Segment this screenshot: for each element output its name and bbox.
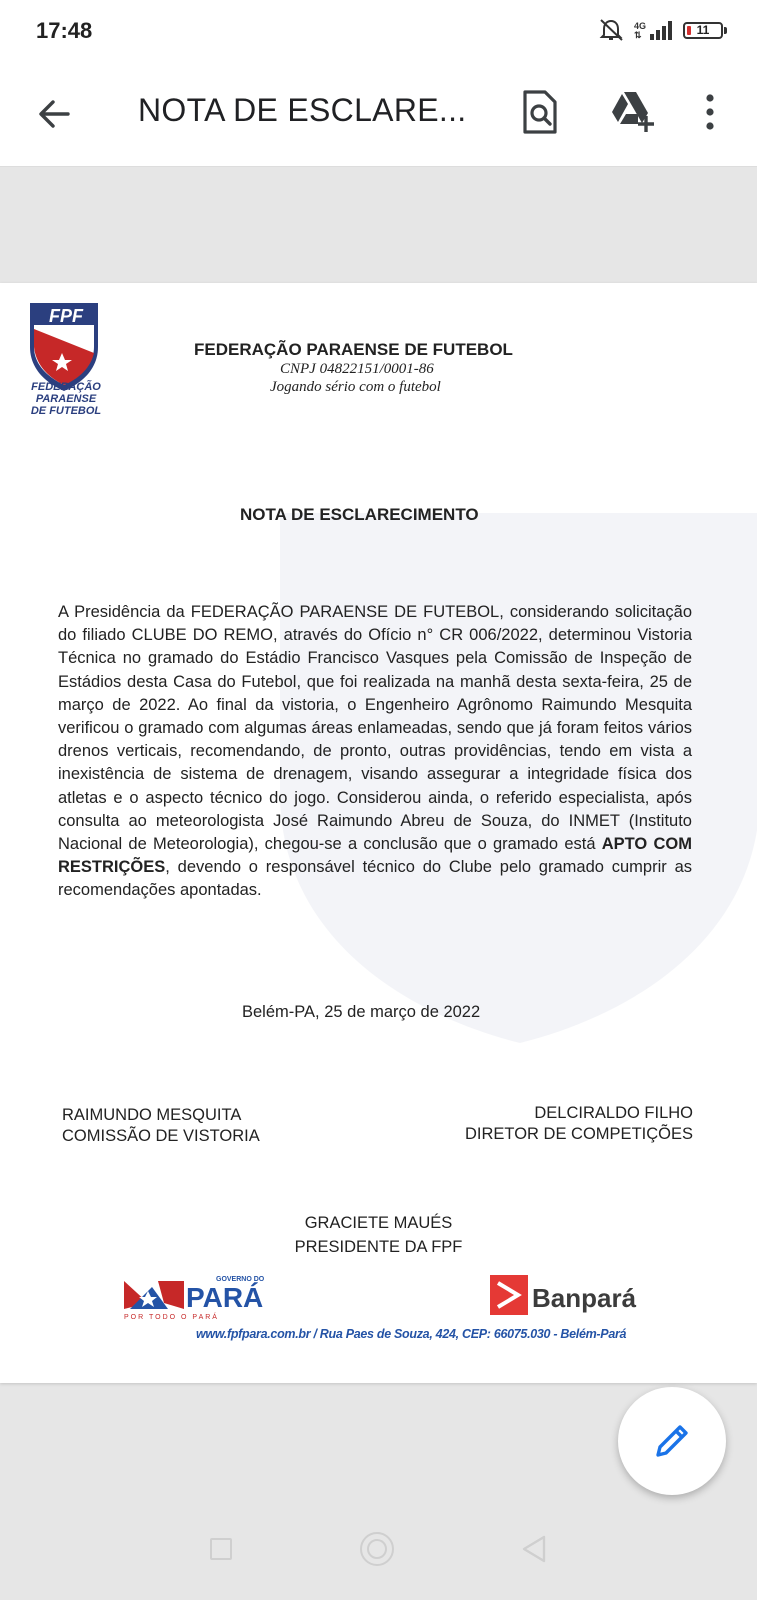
more-vert-icon[interactable] <box>700 90 720 134</box>
gov-logo-top: GOVERNO DO <box>216 1276 265 1283</box>
search-document-icon[interactable] <box>520 88 560 136</box>
signature-right <box>465 1103 693 1145</box>
logo-acronym-text: FPF <box>49 306 83 326</box>
nav-back-button[interactable] <box>520 1534 548 1564</box>
back-arrow-icon[interactable] <box>32 92 76 136</box>
logo-caption-line: FEDERAÇÃO <box>31 381 101 393</box>
mute-icon <box>598 18 626 42</box>
logo-caption-line: PARAENSE <box>35 393 97 405</box>
battery-percent: 11 <box>696 22 710 37</box>
body-part-1: A Presidência da FEDERAÇÃO PARAENSE DE FUTEBOL, considerando solicitação do filiado CLUBE DO REMO, através do Ofício n° CR 006/2022, determinou Vistoria Técnica no gramado do Estádio Francisco Vasques pela Comissão de Inspeção de Estádios desta Casa do Futebol, que foi realizada na manhã desta sexta-feira, 25 de março de 2022. Ao final da vistoria, o Engenheiro Agrônomo Raimundo Mesquita verificou o gramado com algumas áreas enlameadas, sendo que já foram feitos vários drenos verticais, recomendando, de pronto, outras providências, tendo em vista a inexistência de sistema de drenagem, visando assegurar a integridade física dos atletas e o aspecto técnico do jogo. Considerou ainda, o referido especialista, após consulta ao meteorologista José Raimundo Abreu de Souza, do INMET (Instituto Nacional de Meteorologia), chegou-se a conclusão que o gramado está <box>58 603 692 854</box>
gov-logo-name: PARÁ <box>186 1282 264 1313</box>
sponsor-name: Banpará <box>532 1283 637 1313</box>
org-name: FEDERAÇÃO PARAENSE DE FUTEBOL <box>194 340 513 359</box>
drive-add-icon[interactable] <box>608 88 656 134</box>
org-motto: Jogando sério com o futebol <box>270 379 441 395</box>
gov-logo-tagline: POR TODO O PARÁ <box>124 1314 219 1321</box>
nav-home-button[interactable] <box>360 1532 394 1566</box>
system-nav-bar <box>0 1494 757 1600</box>
body-emphasis: APTO COM RESTRIÇÕES <box>58 835 692 877</box>
signature-name: GRACIETE MAUÉS <box>304 1214 453 1232</box>
banpara-logo-icon <box>490 1273 650 1321</box>
signature-name: RAIMUNDO MESQUITA <box>62 1106 242 1124</box>
battery-icon <box>683 22 723 39</box>
app-bar <box>0 62 757 167</box>
network-indicator <box>634 20 675 40</box>
document-viewer[interactable] <box>0 167 757 1600</box>
edit-pencil-icon <box>652 1421 692 1461</box>
logo-caption-line: DE FUTEBOL <box>30 405 102 417</box>
note-title: NOTA DE ESCLARECIMENTO <box>240 505 479 524</box>
signature-name: DELCIRALDO FILHO <box>534 1104 693 1122</box>
document-page[interactable] <box>0 283 757 1383</box>
logo-caption <box>24 381 108 417</box>
signature-center <box>0 1211 757 1259</box>
body-part-2: , devendo o responsável técnico do Clube pelo gramado cumprir as recomendações apontadas. <box>58 858 692 900</box>
status-bar <box>0 0 757 62</box>
battery-cap <box>724 27 727 34</box>
footer-address: www.fpfpara.com.br / Rua Paes de Souza, 424, CEP: 66075.030 - Belém-Pará <box>196 1327 627 1341</box>
signature-role: COMISSÃO DE VISTORIA <box>62 1127 260 1145</box>
fpf-logo-acronym <box>30 305 102 327</box>
date-line: Belém-PA, 25 de março de 2022 <box>242 1003 481 1021</box>
signal-icon <box>649 20 675 40</box>
edit-fab-button[interactable] <box>618 1387 726 1495</box>
document-title: NOTA DE ESCLARE... <box>138 92 467 128</box>
signature-role: DIRETOR DE COMPETIÇÕES <box>465 1125 693 1143</box>
status-time: 17:48 <box>36 18 93 43</box>
signature-left <box>62 1105 260 1147</box>
nav-recents-button[interactable] <box>210 1538 232 1560</box>
status-icons <box>598 18 727 42</box>
signature-role: PRESIDENTE DA FPF <box>294 1238 463 1256</box>
data-arrows-icon: ⇅ <box>633 30 642 40</box>
governo-para-logo-icon <box>124 1273 274 1323</box>
note-body <box>58 601 692 903</box>
org-cnpj: CNPJ 04822151/0001-86 <box>280 361 434 377</box>
network-label: 4G <box>633 21 646 31</box>
